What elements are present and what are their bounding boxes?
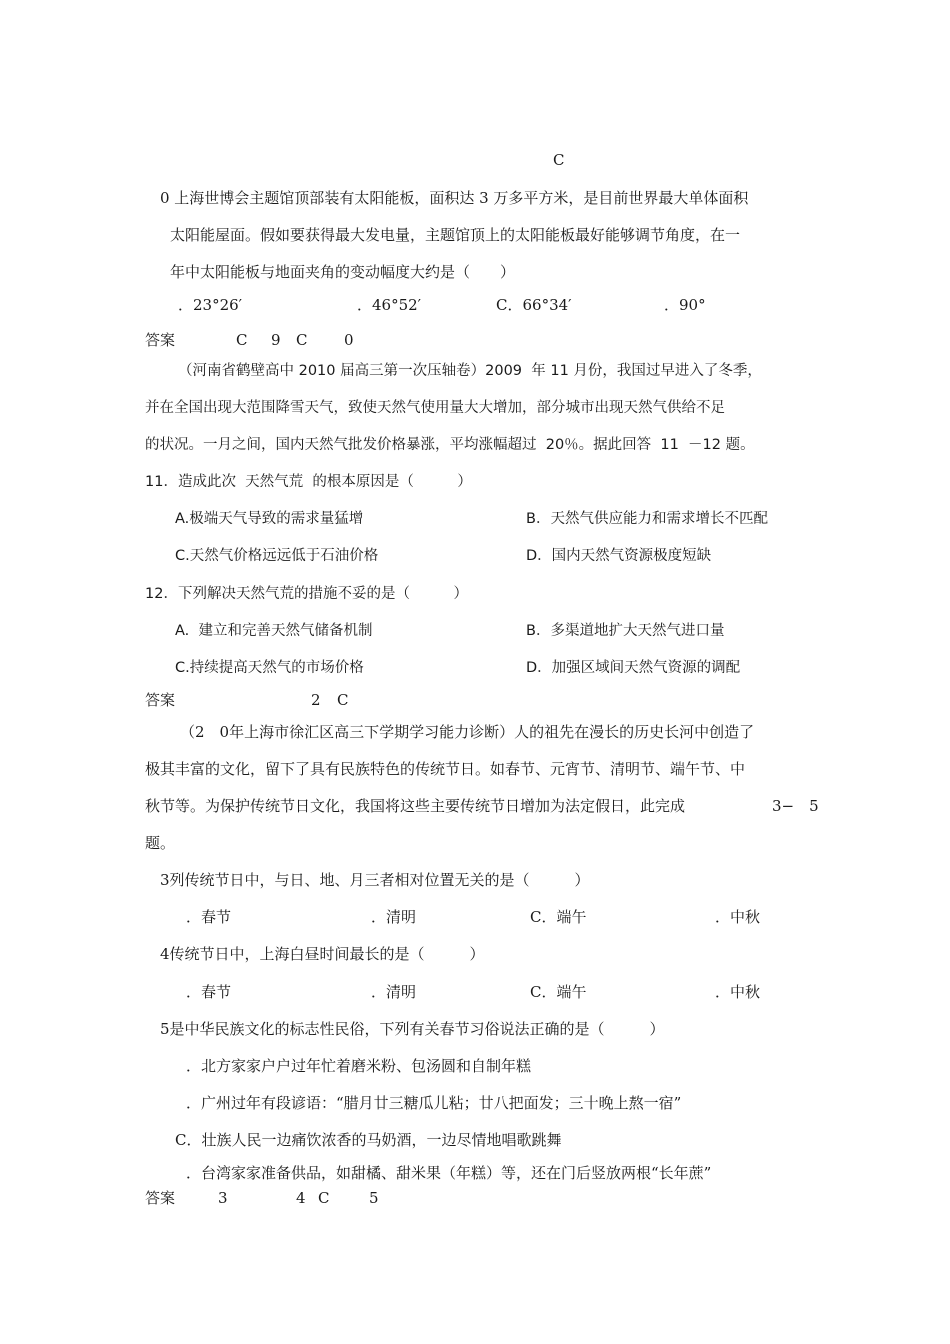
- q4-option-d: ．中秋: [715, 983, 761, 1001]
- q3-option-b: ．清明: [371, 908, 417, 926]
- q3-option-d: ．中秋: [715, 908, 761, 926]
- q5-stem: 5是中华民族文化的标志性民俗，下列有关春节习俗说法正确的是（ ）: [160, 1020, 665, 1038]
- q5-option-b: ．广州过年有段谚语：“腊月廿三糖瓜儿粘；廿八把面发；三十晚上熬一宿”: [186, 1094, 682, 1112]
- answer-1-value-2: 9: [271, 331, 281, 349]
- q4-option-c: C．端午: [530, 983, 587, 1001]
- q11-option-d: D．国内天然气资源极度短缺: [526, 548, 712, 564]
- q3-stem: 3列传统节日中，与日、地、月三者相对位置无关的是（ ）: [160, 871, 590, 889]
- passage-1-line-3: 的状况。一月之间，国内天然气批发价格暴涨，平均涨幅超过 20％。据此回答 11 －12 题。: [145, 437, 755, 453]
- answer-2-value-1: 2: [311, 691, 321, 709]
- passage-1-line-2: 并在全国出现大范围降雪天气，致使天然气使用量大大增加，部分城市出现天然气供给不足: [145, 400, 725, 416]
- top-answer-mark: C: [553, 151, 565, 169]
- q10-option-a: ．23°26′: [178, 296, 243, 314]
- q5-option-c: C．壮族人民一边痛饮浓香的马奶酒，一边尽情地唱歌跳舞: [175, 1131, 562, 1149]
- q12-stem: 12．下列解决天然气荒的措施不妥的是（ ）: [145, 586, 468, 602]
- q12-option-a: A. 建立和完善天然气储备机制: [175, 623, 373, 639]
- q5-option-a: ．北方家家户户过年忙着磨米粉、包汤圆和自制年糕: [186, 1057, 532, 1075]
- passage-2-line-2: 极其丰富的文化，留下了具有民族特色的传统节日。如春节、元宵节、清明节、端午节、中: [145, 760, 746, 778]
- q3-option-a: ．春节: [186, 908, 232, 926]
- answer-1-value-1: C: [236, 331, 248, 349]
- answer-2-value-2: C: [337, 691, 349, 709]
- q11-option-a: A.极端天气导致的需求量猛增: [175, 511, 364, 527]
- answer-1-label: 答案: [145, 331, 176, 349]
- q12-option-b: B．多渠道地扩大天然气进口量: [526, 623, 725, 639]
- q11-option-c: C.天然气价格远远低于石油价格: [175, 548, 379, 564]
- q10-option-d: ．90°: [664, 296, 706, 314]
- answer-1-value-4: 0: [344, 331, 354, 349]
- q10-stem-line-2: 太阳能屋面。假如要获得最大发电量，主题馆顶上的太阳能板最好能够调节角度，在一: [170, 226, 741, 244]
- answer-3-value-2: 4: [296, 1189, 306, 1207]
- q5-option-d: ．台湾家家准备供品，如甜橘、甜米果（年糕）等，还在门后竖放两根“长年蔗”: [186, 1164, 712, 1182]
- answer-1-value-3: C: [296, 331, 308, 349]
- q11-option-b: B．天然气供应能力和需求增长不匹配: [526, 511, 768, 527]
- q10-option-c: C．66°34′: [496, 296, 572, 314]
- passage-2-line-4: 题。: [145, 834, 176, 852]
- q10-stem-line-3: 年中太阳能板与地面夹角的变动幅度大约是（ ）: [170, 263, 516, 281]
- q12-option-c: C.持续提高天然气的市场价格: [175, 660, 364, 676]
- answer-3-value-1: 3: [218, 1189, 228, 1207]
- q4-stem: 4传统节日中，上海白昼时间最长的是（ ）: [160, 945, 485, 963]
- answer-3-value-4: 5: [369, 1189, 379, 1207]
- passage-1-line-1: （河南省鹤壁高中 2010 届高三第一次压轴卷）2009 年 11 月份，我国过早进入了冬季，: [178, 363, 762, 379]
- passage-2-line-3: 秋节等。为保护传统节日文化，我国将这些主要传统节日增加为法定假日，此完成: [145, 797, 686, 815]
- q10-stem-line-1: 0 上海世博会主题馆顶部装有太阳能板，面积达 3 万多平方米，是目前世界最大单体面积: [160, 189, 749, 207]
- q3-option-c: C．端午: [530, 908, 587, 926]
- q11-stem: 11．造成此次 天然气荒 的根本原因是（ ）: [145, 474, 472, 490]
- answer-2-label: 答案: [145, 691, 176, 709]
- q10-option-b: ．46°52′: [357, 296, 422, 314]
- passage-2-line-1: （2 0年上海市徐汇区高三下学期学习能力诊断）人的祖先在漫长的历史长河中创造了: [180, 723, 755, 741]
- passage-2-question-range: 3− 5: [772, 797, 819, 815]
- answer-3-value-3: C: [318, 1189, 330, 1207]
- answer-3-label: 答案: [145, 1189, 176, 1207]
- q4-option-b: ．清明: [371, 983, 417, 1001]
- q12-option-d: D．加强区域间天然气资源的调配: [526, 660, 741, 676]
- q4-option-a: ．春节: [186, 983, 232, 1001]
